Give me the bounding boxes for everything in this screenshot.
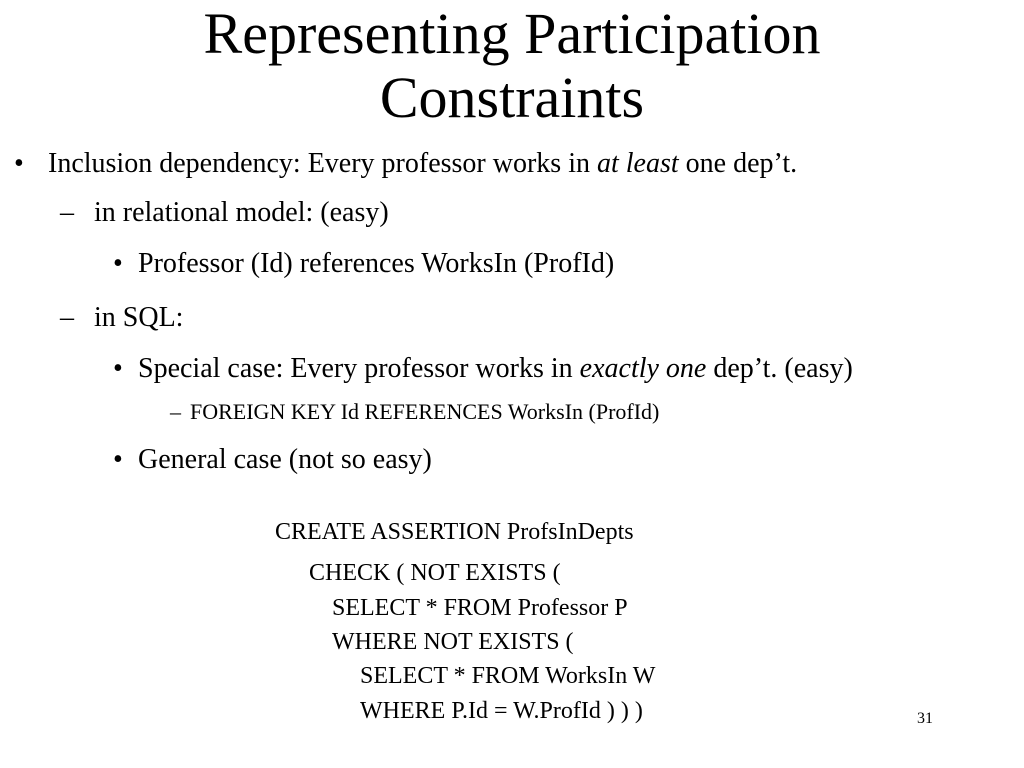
emphasis-text: at least xyxy=(596,148,679,179)
title-line-2: Constraints xyxy=(379,65,645,130)
bullet-in-sql: in SQL: xyxy=(94,302,184,333)
sql-line: SELECT * FROM Professor P xyxy=(332,595,628,621)
bullet-inclusion-dependency xyxy=(48,148,797,180)
dash-marker: – xyxy=(170,399,181,424)
sql-line: WHERE NOT EXISTS ( xyxy=(332,629,574,655)
emphasis-text: exactly one xyxy=(579,353,707,384)
sql-line: SELECT * FROM WorksIn W xyxy=(360,663,656,689)
bullet-relational-model: in relational model: (easy) xyxy=(94,197,389,228)
bullet-text: one dep’t. xyxy=(678,148,798,179)
bullet-marker: • xyxy=(113,353,123,384)
bullet-marker: • xyxy=(113,444,123,475)
bullet-special-case xyxy=(138,353,853,385)
title-line-1: Representing Participation xyxy=(203,1,821,66)
bullet-professor-references: Professor (Id) references WorksIn (ProfId) xyxy=(138,248,615,279)
sql-line: CHECK ( NOT EXISTS ( xyxy=(309,560,561,586)
bullet-marker: • xyxy=(14,148,24,179)
sql-line: WHERE P.Id = W.ProfId ) ) ) xyxy=(360,698,643,724)
bullet-foreign-key: FOREIGN KEY Id REFERENCES WorksIn (ProfId) xyxy=(190,399,660,424)
slide-title xyxy=(0,2,1024,130)
bullet-text: Inclusion dependency: Every professor works in xyxy=(48,148,597,179)
bullet-marker: • xyxy=(113,248,123,279)
page-number: 31 xyxy=(917,710,933,727)
dash-marker: – xyxy=(60,302,74,333)
bullet-text: Special case: Every professor works in xyxy=(138,353,580,384)
bullet-general-case: General case (not so easy) xyxy=(138,444,432,475)
bullet-text: dep’t. (easy) xyxy=(706,353,853,384)
dash-marker: – xyxy=(60,197,74,228)
sql-line: CREATE ASSERTION ProfsInDepts xyxy=(275,519,634,545)
